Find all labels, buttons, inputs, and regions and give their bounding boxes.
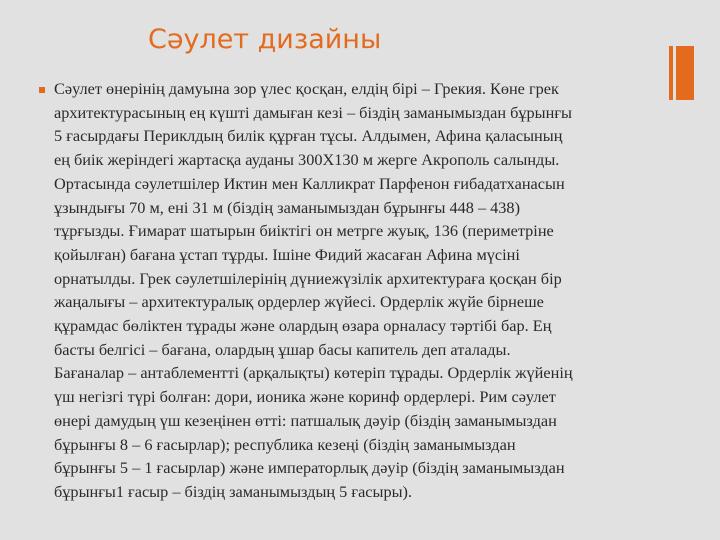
body-line: жаңалығы – архитектуралық ордерлер жүйесі. Ордерлік жүйе бірнеше <box>54 292 544 312</box>
body-line: Ортасында сәулетшілер Иктин мен Калликрат Парфенон ғибадатханасын <box>54 173 565 193</box>
body-line: үш негізгі түрі болған: дори, ионика және коринф ордерлері. Рим сәулет <box>54 387 556 407</box>
body-line: архитектурасының ең күшті дамыған кезі – біздің заманымыздан бұрынғы <box>54 102 572 122</box>
body-line: Сәулет өнерінің дамуына зор үлес қосқан, елдің бірі – Грекия. Көне грек <box>54 79 559 98</box>
body-line: құрамдас бөліктен тұрады және олардың өзара орналасу тәртібі бар. Ең <box>54 316 552 336</box>
body-line: Бағаналар – антаблементті (арқалықты) көтеріп тұрады. Ордерлік жүйенің <box>54 363 573 383</box>
body-line: өнері дамудың үш кезеңінен өтті: патшалық дәуір (біздің заманымыздан <box>54 410 557 430</box>
body-line: қойылған) бағана ұстап тұрды. Ішіне Фидий жасаған Афина мүсіні <box>54 244 520 264</box>
body-line: ең биік жеріндегі жартасқа ауданы 300Х130 м жерге Акрополь салынды. <box>54 150 560 170</box>
body-line: бұрынғы 8 – 6 ғасырлар); республика кезеңі (біздің заманымыздан <box>54 434 516 454</box>
title-accent-thick-bar <box>676 46 694 100</box>
title-accent-thin-bar <box>669 46 673 100</box>
square-bullet-icon <box>39 87 45 93</box>
body-line: бұрынғы1 ғасыр – біздің заманымыздың 5 ғасыры). <box>54 481 413 501</box>
body-line: басты белгісі – бағана, олардың ұшар басы капитель деп аталады. <box>54 339 511 359</box>
body-line: орнатылды. Грек сәулетшілерінің дүниежүзілік архитектураға қосқан бір <box>54 268 562 288</box>
bullet-item <box>36 77 656 504</box>
body-line: тұрғызды. Ғимарат шатырын биіктігі он метрге жуық, 136 (периметріне <box>54 221 554 241</box>
slide-content <box>36 77 656 504</box>
body-line: 5 ғасырдағы Периклдың билік құрған тұсы. Алдымен, Афина қаласының <box>54 126 563 146</box>
body-paragraph <box>54 77 656 504</box>
body-line: бұрынғы 5 – 1 ғасырлар) және императорлық дәуір (біздің заманымыздан <box>54 458 565 478</box>
slide-title: Сәулет дизайны <box>148 24 382 55</box>
body-line: ұзындығы 70 м, ені 31 м (біздің заманымыздан бұрынғы 448 – 438) <box>54 197 520 217</box>
